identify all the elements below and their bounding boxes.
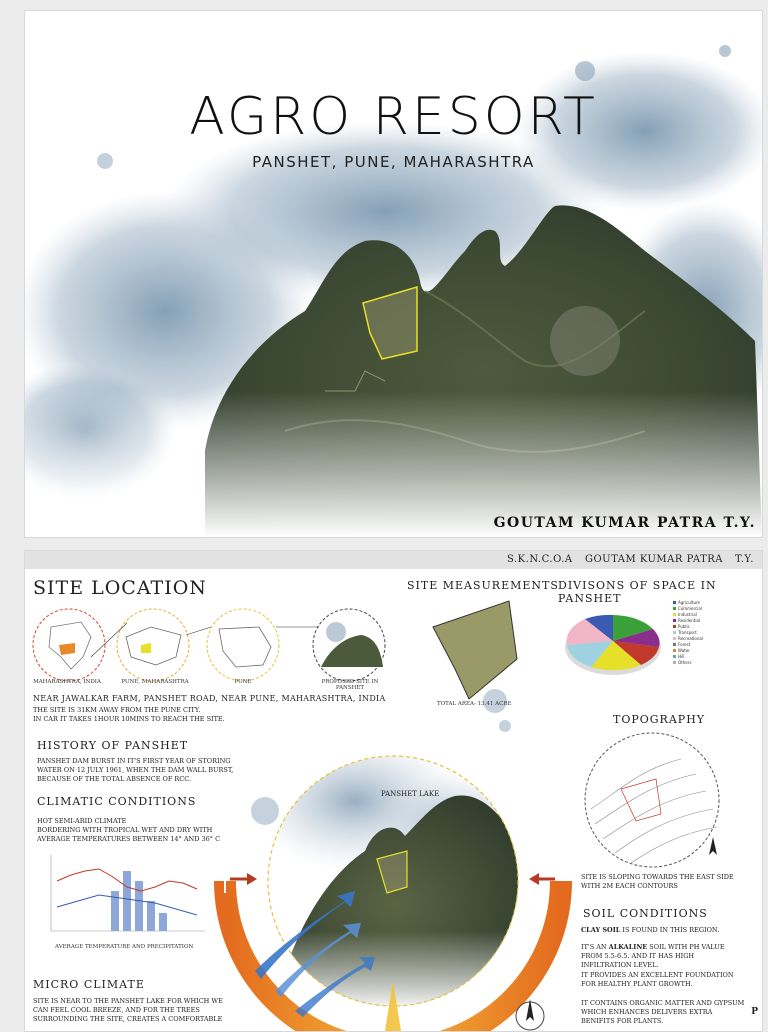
site-plan-shape xyxy=(425,599,525,703)
label-maharashtra-india: MAHARASHTRA, INDIA xyxy=(33,679,101,685)
climatic-text1: HOT SEMI-ARID CLIMATE xyxy=(37,817,127,825)
label-pune: PUNE xyxy=(234,679,252,685)
history-title: HISTORY OF PANSHET xyxy=(37,739,189,752)
location-map-sequence xyxy=(31,607,386,689)
svg-text:Forest: Forest xyxy=(678,642,691,647)
micro-climate-text: SITE IS NEAR TO THE PANSHET LAKE FOR WHICH WE CAN FEEL COOL BREEZE, AND FOR THE TREES SURROUNDING THE SITE, CREATES A COMFORTABLE xyxy=(33,997,223,1023)
climatic-text2: BORDERING WITH TROPICAL WET AND DRY WITH AVERAGE TEMPERATURES BETWEEN 14° AND 36° C xyxy=(37,826,221,843)
analysis-sheet xyxy=(24,550,763,1032)
sheet-header xyxy=(25,551,762,569)
soil-para-1-rest: IS FOUND IN THIS REGION. xyxy=(620,926,720,934)
svg-text:Public: Public xyxy=(678,624,690,629)
climatic-title: CLIMATIC CONDITIONS xyxy=(37,795,197,808)
soil-para-2 xyxy=(581,943,746,970)
label-proposed-site: PROPOSED SITE IN PANSHET xyxy=(321,679,379,691)
divisions-pie-chart xyxy=(561,597,761,697)
svg-text:Commercial: Commercial xyxy=(678,606,702,611)
cover-title: AGRO RESORT xyxy=(189,87,598,147)
label-pune-maharashtra: PUNE, MAHARASHTRA xyxy=(121,679,189,685)
svg-text:Recreational: Recreational xyxy=(678,636,703,641)
climate-chart-caption: AVERAGE TEMPERATURE AND PRECIPITATION xyxy=(55,944,194,950)
svg-text:Agriculture: Agriculture xyxy=(678,600,700,605)
site-address: NEAR JAWALKAR FARM, PANSHET ROAD, NEAR PUNE, MAHARASHTRA, INDIA xyxy=(33,694,386,703)
topography-title: TOPOGRAPHY xyxy=(613,713,706,726)
header-author: GOUTAM KUMAR PATRA xyxy=(585,554,723,565)
climate-chart xyxy=(35,851,225,943)
site-distance: THE SITE IS 31KM AWAY FROM THE PUNE CITY. xyxy=(33,706,201,714)
panshet-lake-label: PANSHET LAKE xyxy=(381,790,440,798)
soil-para-1 xyxy=(581,926,746,935)
soil-para-3: IT PROVIDES AN EXCELLENT FOUNDATION FOR HEALTHY PLANT GROWTH. xyxy=(581,971,734,988)
soil-clay-bold: CLAY SOIL xyxy=(581,926,621,934)
site-measurements-title: SITE MEASUREMENTS xyxy=(407,579,559,592)
page-corner-mark: P xyxy=(751,1007,758,1017)
svg-text:Others: Others xyxy=(678,660,692,665)
svg-text:Water: Water xyxy=(678,648,690,653)
micro-climate-title: MICRO CLIMATE xyxy=(33,978,145,991)
soil-para-2-b: SOIL WITH PH VALUE FROM 5.5-6.5. AND IT HAS HIGH INFILTRATION LEVEL. xyxy=(581,943,725,969)
site-travel: IN CAR IT TAKES 1HOUR 10MINS TO REACH THE SITE. xyxy=(33,715,225,723)
divisions-title: DIVISONS OF SPACE IN PANSHET xyxy=(558,579,717,605)
svg-text:Hill: Hill xyxy=(678,654,685,659)
soil-para-2-a: IT'S AN xyxy=(581,943,609,951)
topography-note: SITE IS SLOPING TOWARDS THE EAST SIDE WITH 2M EACH CONTOURS xyxy=(581,873,734,890)
site-location-title: SITE LOCATION xyxy=(33,577,207,599)
soil-title: SOIL CONDITIONS xyxy=(583,907,708,920)
header-year: T.Y. xyxy=(735,554,754,565)
cover-author: GOUTAM KUMAR PATRA T.Y. xyxy=(493,515,756,531)
history-text: PANSHET DAM BURST IN IT'S FIRST YEAR OF STORING WATER ON 12 JULY 1961, WHEN THE DAM WALL BURST, BECAUSE OF THE TOTAL ABSENCE OF RCC. xyxy=(37,757,234,783)
soil-alkaline-bold: ALKALINE xyxy=(608,943,648,951)
site-total-area: TOTAL AREA- 13.41 ACRE xyxy=(437,701,512,707)
svg-text:Transport: Transport xyxy=(678,630,697,635)
header-college: S.K.N.C.O.A xyxy=(507,554,573,565)
soil-para-4: IT CONTAINS ORGANIC MATTER AND GYPSUM WHICH ENHANCES DELIVERS EXTRA BENIFITS FOR PLANTS. xyxy=(581,999,745,1025)
cover-subtitle: PANSHET, PUNE, MAHARASHTRA xyxy=(252,153,535,171)
svg-text:Industrial: Industrial xyxy=(678,612,697,617)
cover-sheet xyxy=(24,10,763,538)
topography-contour-map xyxy=(581,729,723,871)
svg-text:Residential: Residential xyxy=(678,618,701,623)
